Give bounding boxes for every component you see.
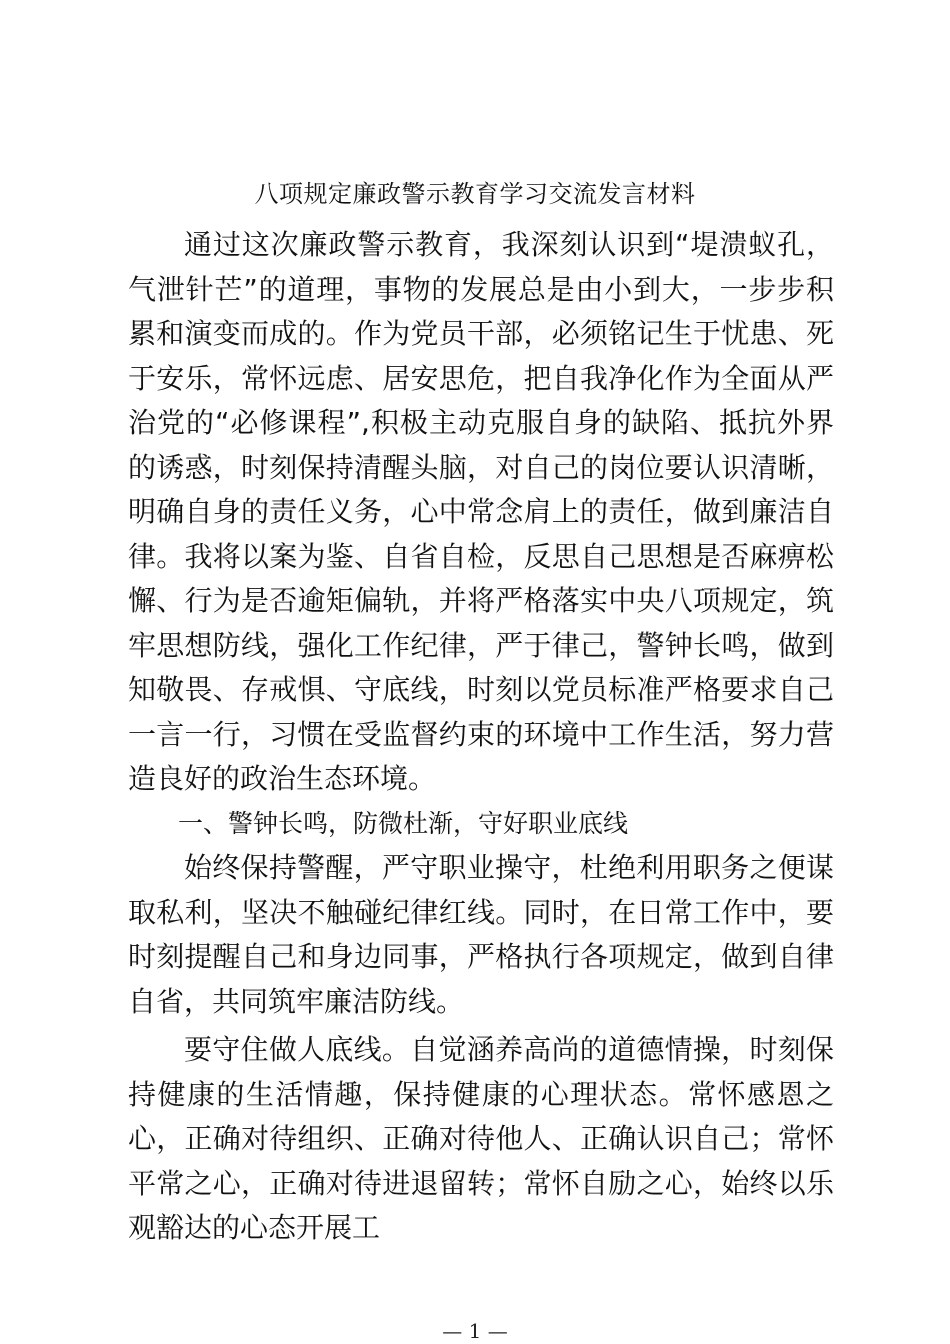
paragraph-3: 要守住做人底线。自觉涵养高尚的道德情操，时刻保持健康的生活情趣，保持健康的心理状态。常怀感恩之心，正确对待组织、正确对待他人、正确认识自己；常怀平常之心，正确对待进退留转；常怀自励之心，始终以乐观豁达的心态开展工 <box>128 1033 834 1244</box>
paragraph-2: 始终保持警醒，严守职业操守，杜绝利用职务之便谋取私利，坚决不触碰纪律红线。同时，在日常工作中，要时刻提醒自己和身边同事，严格执行各项规定，做到自律自省，共同筑牢廉洁防线。 <box>128 851 834 1018</box>
document-body <box>128 223 834 1251</box>
section-heading-1: 一、警钟长鸣，防微杜渐，守好职业底线 <box>178 808 629 838</box>
document-title: 八项规定廉政警示教育学习交流发言材料 <box>254 180 696 208</box>
page-number: — 1 — <box>442 1319 508 1343</box>
paragraph-1: 通过这次廉政警示教育，我深刻认识到“堤溃蚁孔，气泄针芒”的道理，事物的发展总是由小到大，一步步积累和演变而成的。作为党员干部，必须铭记生于忧患、死于安乐，常怀远虑、居安思危，把自我净化作为全面从严治党的“必修课程”,积极主动克服自身的缺陷、抵抗外界的诱惑，时刻保持清醒头脑，对自己的岗位要认识清晰，明确自身的责任义务，心中常念肩上的责任，做到廉洁自律。我将以案为鉴、自省自检，反思自己思想是否麻痹松懈、行为是否逾矩偏轨，并将严格落实中央八项规定，筑牢思想防线，强化工作纪律，严于律己，警钟长鸣，做到知敬畏、存戒惧、守底线，时刻以党员标准严格要求自己一言一行，习惯在受监督约束的环境中工作生活，努力营造良好的政治生态环境。 <box>128 228 834 795</box>
